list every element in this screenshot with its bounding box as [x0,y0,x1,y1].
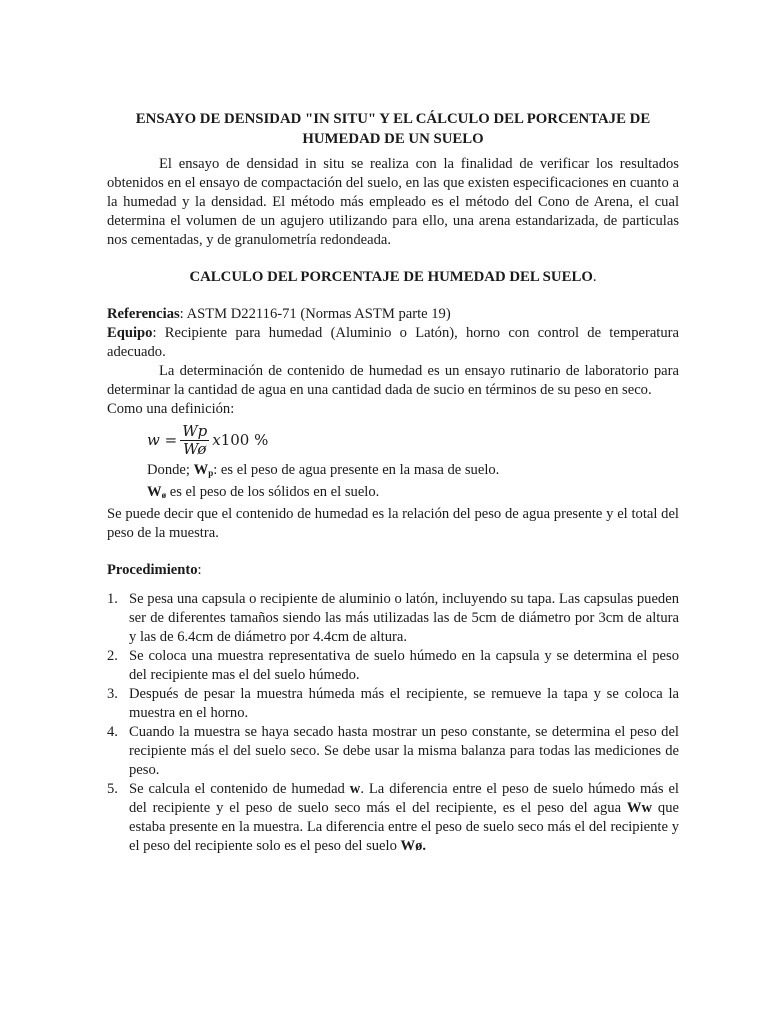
document-title [107,110,679,149]
definition-wp [147,461,679,483]
moisture-formula [147,421,679,459]
definition-wp-symbol: W [193,462,209,478]
definition-wo-text: es el peso de los sólidos en el suelo. [166,484,380,500]
body-paragraph-1: La determinación de contenido de humedad es un ensayo rutinario de laboratorio para determinar la cantidad de agua en una cantidad dada de sucio en términos de su peso en seco. [107,363,679,398]
body-paragraph-2: Como una definición: [107,401,235,417]
definition-wp-sub: p [208,468,214,478]
referencias-text: : ASTM D22116-71 (Normas ASTM parte 19) [179,306,451,322]
step-number: 1. [107,591,118,607]
step-text: Se coloca una muestra representativa de suelo húmedo en la capsula y se determina el peso del recipiente mas el del suelo húmedo. [129,648,679,683]
list-item [107,685,679,723]
step-number: 4. [107,724,118,740]
intro-paragraph: El ensayo de densidad in situ se realiza con la finalidad de verificar los resultados obtenidos en el ensayo de compactación del suelo, en las que existen especificaciones en cuanto a la humedad y la densidad. El método más empleado es el método del Cono de Arena, el cual determina el volumen de un agujero utilizando para ello, una arena estandarizada, de particulas nos cementadas, y de granulometría redondeada. [107,156,679,248]
equipo-label: Equipo [107,325,153,341]
step5-w: w [349,781,361,797]
section-heading-dot: . [592,269,597,285]
procedimiento-label: Procedimiento [107,562,198,578]
formula-times: x [212,430,221,449]
procedure-steps [107,590,679,856]
list-item [107,647,679,685]
step-number: 3. [107,686,118,702]
list-item [107,590,679,647]
section-heading [107,268,679,287]
step-text: Cuando la muestra se haya secado hasta mostrar un peso constante, se determina el peso del recipiente más el del suelo seco. Se debe usar la misma balanza para todas las mediciones de peso. [129,724,679,778]
section-heading-text: CALCULO DEL PORCENTAJE DE HUMEDAD DEL SUELO [189,269,593,285]
formula-lhs: w = [147,430,178,449]
list-item [107,780,679,856]
step-number: 2. [107,648,118,664]
definition-wp-prefix: Donde; [147,462,194,478]
formula-fraction [180,423,209,458]
body-paragraph-3: Se puede decir que el contenido de humedad es la relación del peso de agua presente y el total del peso de la muestra. [107,506,679,541]
formula-numerator: Wp [182,421,208,440]
step-text: Después de pesar la muestra húmeda más el recipiente, se remueve la tapa y se coloca la muestra en el horno. [129,686,679,721]
formula-denominator: Wø [182,439,207,458]
definition-wp-text: : es el peso de agua presente en la masa de suelo. [213,462,500,478]
step5-part-1: Se calcula el contenido de humedad [129,781,350,797]
step5-wo: Wø. [400,838,427,854]
title-line-2: HUMEDAD DE UN SUELO [302,130,484,147]
step5-part-3: que estaba presente en la muestra. La diferencia entre el peso de suelo seco más el del recipiente y el peso del recipiente solo es el peso del suelo [129,800,679,854]
document-content [107,110,679,856]
definition-wo [147,483,679,505]
definition-wo-symbol: W [147,484,162,500]
referencias-line [107,305,679,324]
title-line-1: ENSAYO DE DENSIDAD "IN SITU" Y EL CÁLCULO DEL PORCENTAJE DE [135,111,651,127]
procedimiento-heading [107,561,679,580]
step5-ww: Ww [626,800,653,816]
list-item [107,723,679,780]
equipo-line [107,324,679,362]
definition-wo-sub: ø [161,490,167,500]
equipo-text: : Recipiente para humedad (Aluminio o Latón), horno con control de temperatura adecuado. [107,325,679,360]
step5-part-2: . La diferencia entre el peso de suelo húmedo más el del recipiente y el peso de suelo seco más el del recipiente, es el peso del agua [129,781,679,816]
step-text: Se pesa una capsula o recipiente de aluminio o latón, incluyendo su tapa. Las capsulas pueden ser de diferentes tamaños siendo las más utilizadas las de 5cm de diámetro por 3cm de altura y las de 6.4cm de diámetro por 4.4cm de altura. [129,591,679,645]
step-number: 5. [107,781,118,797]
procedimiento-colon: : [197,562,202,578]
referencias-label: Referencias [107,306,180,322]
formula-value: 100 % [220,430,269,449]
